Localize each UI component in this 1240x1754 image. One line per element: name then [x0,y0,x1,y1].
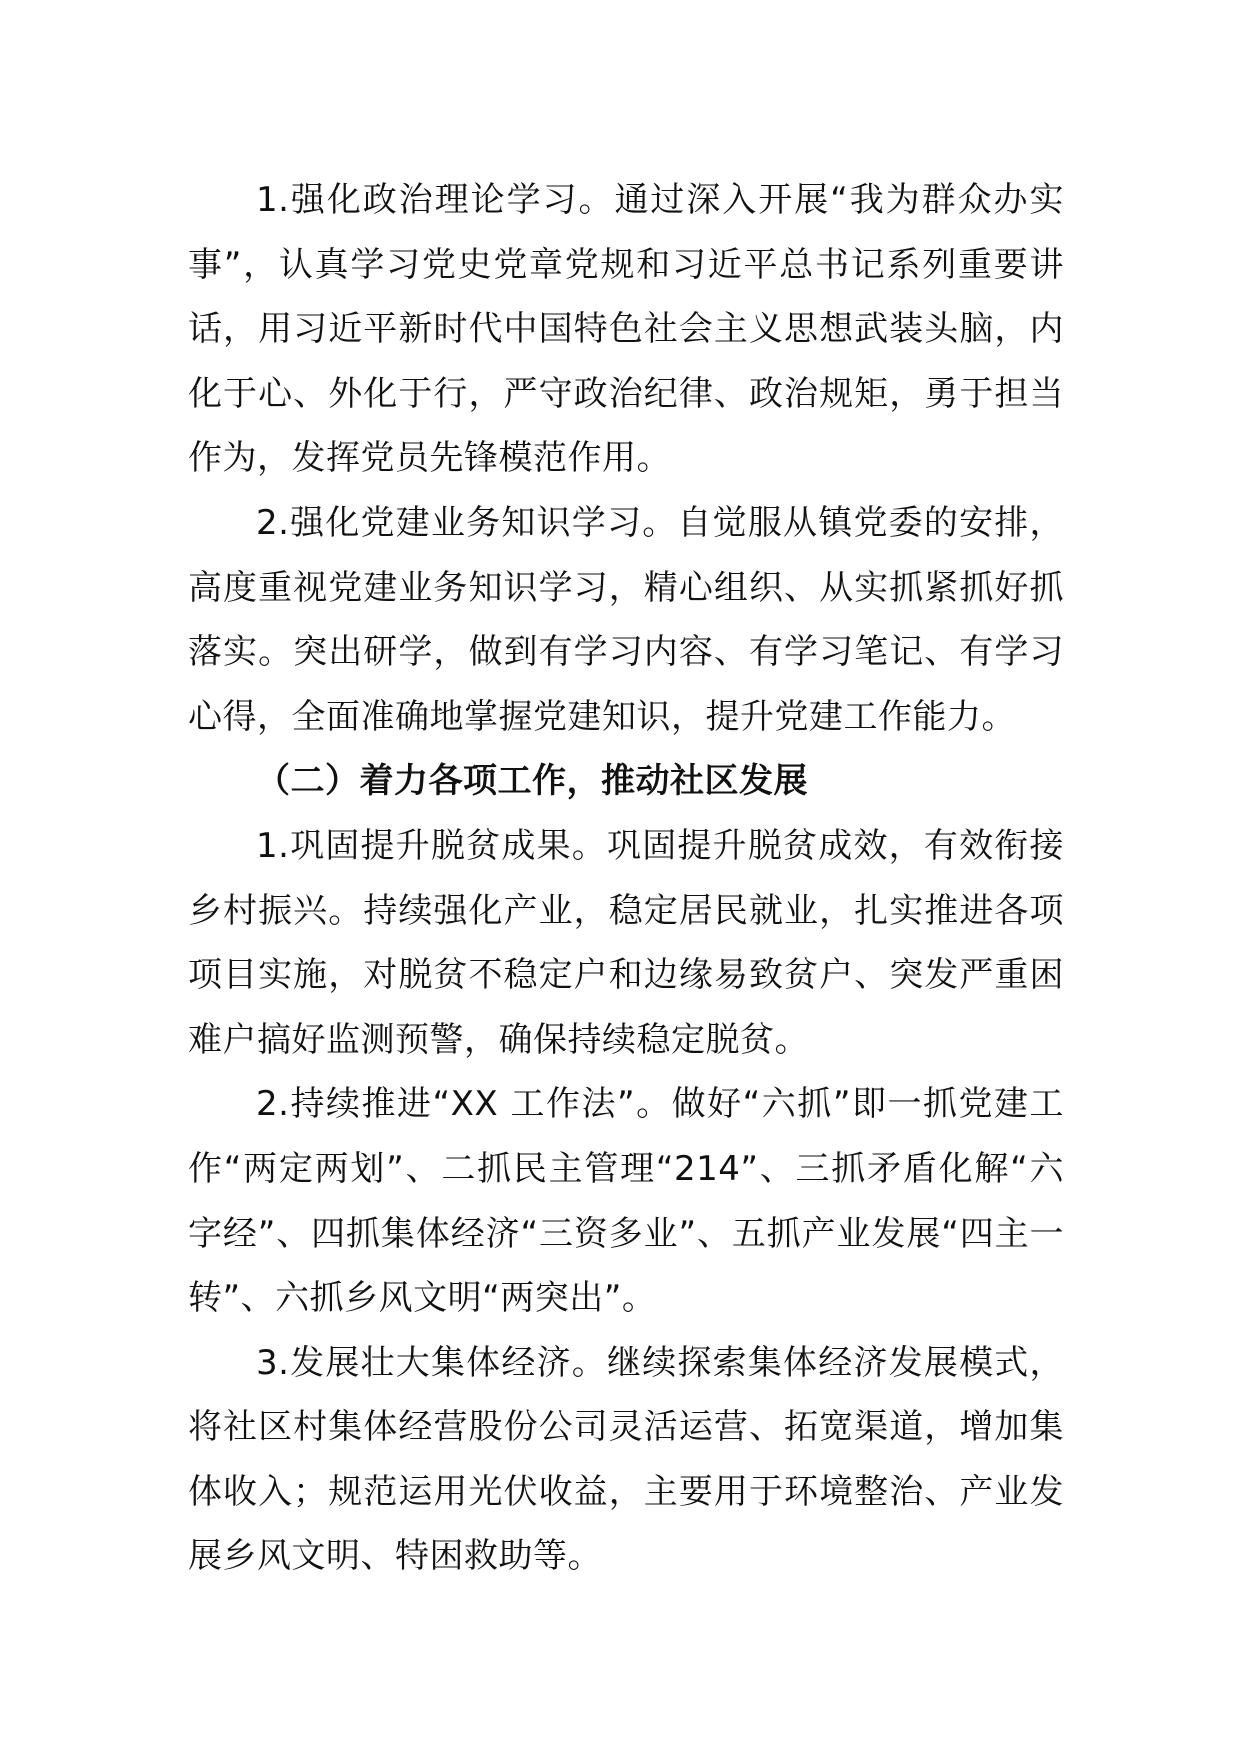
paragraph-work-method: 2.持续推进“XX 工作法”。做好“六抓”即一抓党建工作“两定两划”、二抓民主管理“214”、三抓矛盾化解“六字经”、四抓集体经济“三资多业”、五抓产业发展“四主一转”、六抓乡风文明“两突出”。 [188,1084,1064,1319]
paragraph-political-theory-study: 1.强化政治理论学习。通过深入开展“我为群众办实事”，认真学习党史党章党规和习近平总书记系列重要讲话，用习近平新时代中国特色社会主义思想武装头脑，内化于心、外化于行，严守政治纪律、政治规矩，勇于担当作为，发挥党员先锋模范作用。 [188,180,1064,479]
section-heading-community-development: （二）着力各项工作，推动社区发展 [256,761,808,802]
paragraph-poverty-alleviation: 1.巩固提升脱贫成果。巩固提升脱贫成效，有效衔接乡村振兴。持续强化产业，稳定居民就业，扎实推进各项项目实施，对脱贫不稳定户和边缘易致贫户、突发严重困难户搞好监测预警，确保持续稳定脱贫。 [188,825,1064,1060]
document-body [188,168,1064,1589]
paragraph-party-building-study: 2.强化党建业务知识学习。自觉服从镇党委的安排，高度重视党建业务知识学习，精心组织、从实抓紧抓好抓落实。突出研学，做到有学习内容、有学习笔记、有学习心得，全面准确地掌握党建知识，提升党建工作能力。 [188,502,1064,737]
paragraph-collective-economy: 3.发展壮大集体经济。继续探索集体经济发展模式，将社区村集体经营股份公司灵活运营、拓宽渠道，增加集体收入；规范运用光伏收益，主要用于环境整治、产业发展乡风文明、特困救助等。 [188,1342,1064,1577]
